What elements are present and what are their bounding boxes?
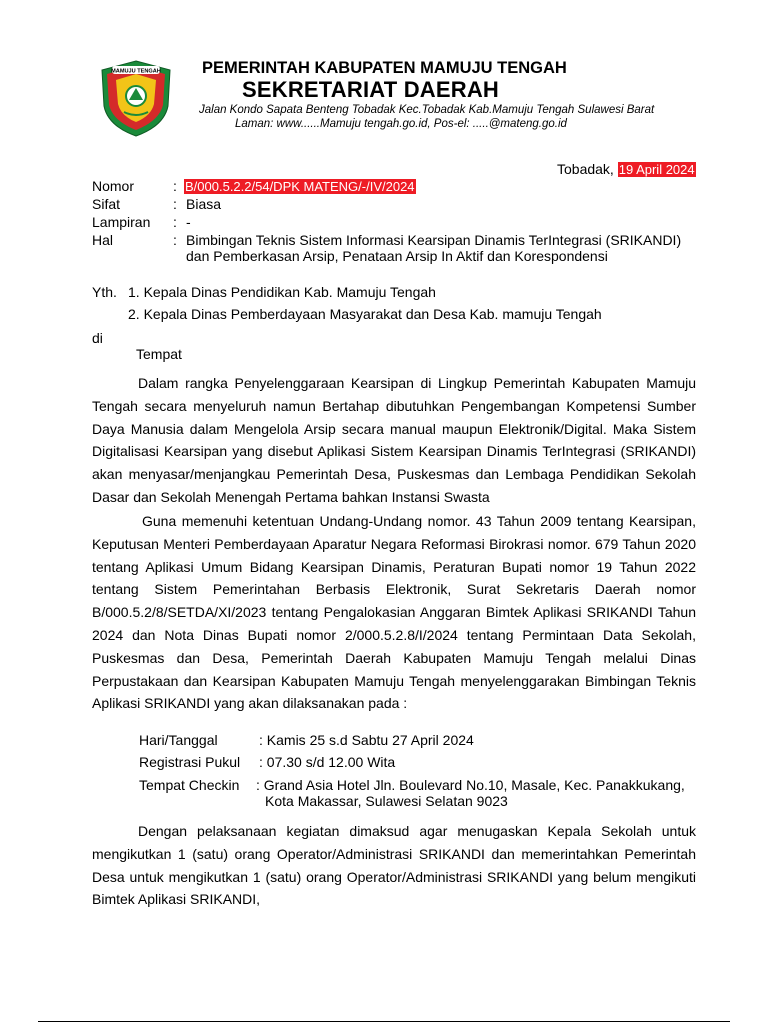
schedule-label: Hari/Tanggal <box>139 732 218 748</box>
field-value-hal-line2: dan Pemberkasan Arsip, Penataan Arsip In Aktif dan Korespondensi <box>186 248 608 264</box>
schedule-value-line2: Kota Makassar, Sulawesi Selatan 9023 <box>265 793 508 809</box>
field-value-nomor: B/000.5.2.2/54/DPK MATENG/-/IV/2024 <box>185 179 415 194</box>
field-label-lampiran: Lampiran <box>92 214 151 230</box>
field-sep: : <box>173 178 177 194</box>
field-value-sifat: Biasa <box>186 196 222 212</box>
body-paragraph-1: Dalam rangka Penyelenggaraan Kearsipan di Lingkup Pemerintah Kabupaten Mamuju Tengah secara menyeluruh namun Bertahap dibutuhkan Pengembangan Kompetensi Sumber Daya Manusia dalam Mengelola Arsip secara manual maupun Elektronik/Digital. Maka Sistem Digitalisasi Kearsipan yang disebut Aplikasi Sistem Kearsipan Dinamis TerIntegrasi (SRIKANDI) akan menyasar/menjangkau Pemerintah Desa, Puskesmas dan Lembaga Pendidikan Sekolah Dasar dan Sekolah Menengah Pertama bahkan Instansi Swasta <box>92 375 696 505</box>
schedule-label: Tempat Checkin <box>139 777 240 793</box>
logo-text: MAMUJU TENGAH <box>111 68 161 75</box>
field-label-nomor: Nomor <box>92 178 135 194</box>
field-sep: : <box>173 232 177 248</box>
place: Tobadak, <box>557 161 614 177</box>
field-value-hal: Bimbingan Teknis Sistem Informasi Kearsipan Dinamis TerIntegrasi (SRIKANDI) <box>186 232 682 248</box>
field-value-lampiran: - <box>186 214 191 230</box>
schedule-value: : 07.30 s/d 12.00 Wita <box>259 754 396 770</box>
schedule-value: : Kamis 25 s.d Sabtu 27 April 2024 <box>259 732 474 748</box>
letterhead-office: SEKRETARIAT DAERAH <box>242 77 500 102</box>
body-paragraph-3: Dengan pelaksanaan kegiatan dimaksud agar menugaskan Kepala Sekolah untuk mengikutkan 1 (satu) orang Operator/Administrasi SRIKANDI dan memerintahkan Pemerintah Desa untuk mengikutkan 1 (satu) orang Operator/Administrasi SRIKANDI yang belum mengikuti Bimtek Aplikasi SRIKANDI, <box>92 823 696 908</box>
field-label-hal: Hal <box>92 232 114 248</box>
letterhead-government: PEMERINTAH KABUPATEN MAMUJU TENGAH <box>202 59 567 77</box>
place-date <box>557 161 696 178</box>
letterhead-web: Laman: www......Mamuju tengah.go.id, Pos-el: .....@mateng.go.id <box>235 118 567 130</box>
recipient-item: 1. Kepala Dinas Pendidikan Kab. Mamuju Tengah <box>128 284 436 300</box>
recipient-prefix: Yth. <box>92 284 117 300</box>
schedule-label: Registrasi Pukul <box>139 754 241 770</box>
recipient-di: di <box>92 330 103 346</box>
field-sep: : <box>173 196 177 212</box>
field-sep: : <box>173 214 177 230</box>
regency-emblem-logo <box>94 58 178 138</box>
letter-date: 19 April 2024 <box>618 162 695 177</box>
recipient-item: 2. Kepala Dinas Pemberdayaan Masyarakat dan Desa Kab. mamuju Tengah <box>128 306 602 322</box>
footer-divider <box>38 1021 730 1022</box>
letterhead-address: Jalan Kondo Sapata Benteng Tobadak Kec.Tobadak Kab.Mamuju Tengah Sulawesi Barat <box>199 104 655 116</box>
recipient-tempat: Tempat <box>136 346 182 362</box>
schedule-value: : Grand Asia Hotel Jln. Boulevard No.10, Masale, Kec. Panakkukang, <box>256 777 685 793</box>
body-paragraph-2: Guna memenuhi ketentuan Undang-Undang nomor. 43 Tahun 2009 tentang Kearsipan, Keputusan Menteri Pemberdayaan Aparatur Negara Reformasi Birokrasi nomor. 679 Tahun 2020 tentang Aplikasi Umum Bidang Kearsipan Dinamis, Peraturan Bupati nomor 19 Tahun 2022 tentang Sistem Pemerintahan Berbasis Elektronik, Surat Sekretaris Daerah nomor B/000.5.2/8/SETDA/XI/2023 tentang Pengalokasian Anggaran Bimtek Aplikasi SRIKANDI Tahun 2024 dan Nota Dinas Bupati nomor 2/000.5.2.8/I/2024 tentang Permintaan Data Sekolah, Puskesmas dan Desa, Pemerintah Daerah Kabupaten Mamuju Tengah melalui Dinas Perpustakaan dan Kearsipan Kabupaten Mamuju Tengah menyelenggarakan Bimbingan Teknis Aplikasi SRIKANDI yang akan dilaksanakan pada : <box>92 513 696 712</box>
field-label-sifat: Sifat <box>92 196 121 212</box>
